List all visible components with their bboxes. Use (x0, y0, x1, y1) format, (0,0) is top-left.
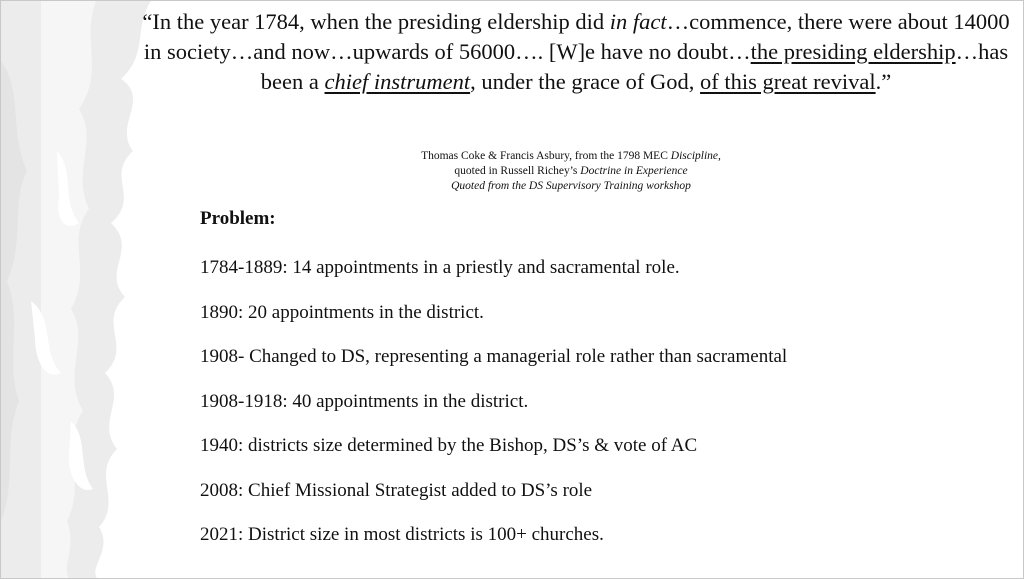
problem-heading: Problem: (200, 208, 276, 229)
timeline-item: 2008: Chief Missional Strategist added to DS’s role (200, 479, 593, 501)
timeline-item: 1784-1889: 14 appointments in a priestly and sacramental role. (200, 257, 680, 278)
quote-emphasis: in fact (609, 9, 667, 34)
timeline-item: 1940: districts size determined by the Bishop, DS’s & vote of AC (200, 435, 698, 456)
quote-text: , under the grace of God, (470, 69, 701, 94)
timeline-item: 1908-1918: 40 appointments in the district. (200, 390, 529, 412)
quote-text: …commence, there were about 14000 in society…and now…upwards of 56000…. [W]e have no doubt… (143, 9, 1010, 64)
quote-text: . (875, 69, 882, 94)
timeline-item: 2021: District size in most districts is 100+ churches. (200, 524, 604, 545)
citation-line-3: Quoted from the DS Supervisory Training workshop (451, 180, 691, 192)
quote-underlined-emphasis: chief instrument (324, 69, 471, 94)
problem-section (200, 206, 1000, 547)
citation-line-2: quoted in Russell Richey’s Doctrine in Experience (454, 165, 688, 177)
problem-timeline (200, 256, 1000, 547)
quote-underlined-text: the presiding eldership (750, 39, 956, 64)
quote-underlined-text: of this great revival (700, 69, 876, 94)
timeline-item: 1890: 20 appointments in the district. (200, 301, 484, 323)
citation (301, 149, 841, 194)
citation-line-1: Thomas Coke & Francis Asbury, from the 1798 MEC Discipline, (421, 150, 721, 162)
quote-block (141, 7, 1011, 97)
quote-text: …has been a (260, 39, 1009, 94)
quote-close-mark: ” (881, 69, 892, 94)
quote-open-mark: “ (142, 9, 153, 34)
quote-text: In the year 1784, when the presiding eldership did (152, 9, 610, 34)
timeline-item: 1908- Changed to DS, representing a managerial role rather than sacramental (200, 346, 788, 367)
